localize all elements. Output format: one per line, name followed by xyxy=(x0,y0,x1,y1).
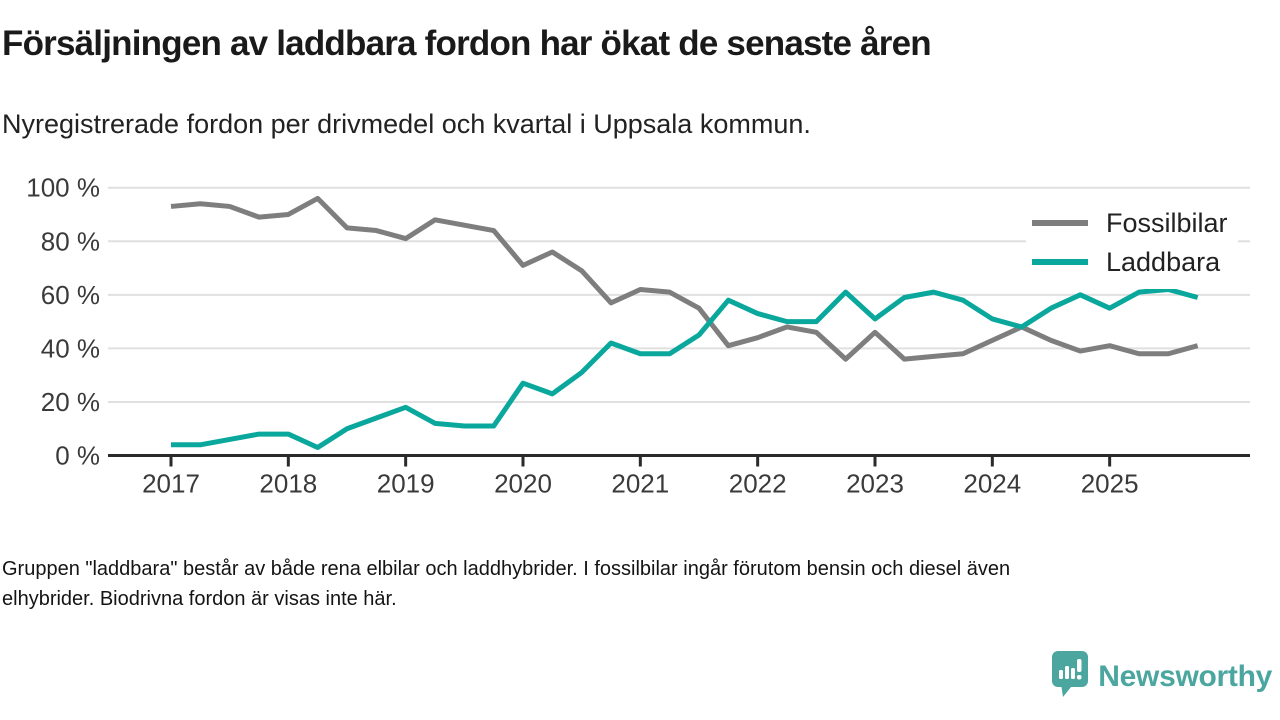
page-title: Försäljningen av laddbara fordon har ökat de senaste åren xyxy=(2,24,931,63)
logo-bar-3 xyxy=(1071,668,1075,679)
line-chart xyxy=(0,170,1280,505)
logo-bar-1 xyxy=(1059,670,1063,679)
y-axis-label-80: 80 % xyxy=(40,226,100,257)
legend-label-laddbara: Laddbara xyxy=(1106,247,1221,277)
page-subtitle: Nyregistrerade fordon per drivmedel och kvartal i Uppsala kommun. xyxy=(2,109,811,139)
x-axis-label-2025: 2025 xyxy=(1080,468,1139,499)
speech-bubble-shape xyxy=(1052,651,1088,697)
x-axis-label-2023: 2023 xyxy=(846,468,904,499)
footnote-line-1: Gruppen "laddbara" består av både rena elbilar och laddhybrider. I fossilbilar ingår förutom bensin och diesel även xyxy=(2,558,1011,580)
chart-canvas xyxy=(0,170,1280,505)
x-axis-label-2020: 2020 xyxy=(494,468,552,499)
chart-line-laddbara xyxy=(171,289,1198,447)
y-axis-label-100: 100 % xyxy=(26,172,100,203)
x-axis-label-2018: 2018 xyxy=(259,468,318,499)
newsworthy-wordmark: Newsworthy xyxy=(1098,659,1272,693)
logo-exclamation-dot xyxy=(1077,675,1082,680)
x-axis-label-2022: 2022 xyxy=(728,468,787,499)
logo-bar-2 xyxy=(1065,666,1069,679)
logo-exclamation-bar xyxy=(1077,659,1082,672)
y-axis-label-20: 20 % xyxy=(40,386,100,417)
x-axis-label-2017: 2017 xyxy=(142,468,200,499)
x-axis-label-2024: 2024 xyxy=(963,468,1022,499)
newsworthy-branding xyxy=(1051,650,1272,703)
y-axis-label-0: 0 % xyxy=(55,440,100,471)
x-axis-label-2019: 2019 xyxy=(376,468,435,499)
y-axis-label-60: 60 % xyxy=(40,279,100,310)
legend-label-fossilbilar: Fossilbilar xyxy=(1106,208,1228,238)
footnote-line-2: elhybrider. Biodrivna fordon är visas inte här. xyxy=(2,588,397,610)
x-axis-label-2021: 2021 xyxy=(611,468,670,499)
footnote xyxy=(2,554,1232,614)
y-axis-label-40: 40 % xyxy=(40,333,100,364)
newsworthy-logo-icon xyxy=(1051,650,1089,703)
